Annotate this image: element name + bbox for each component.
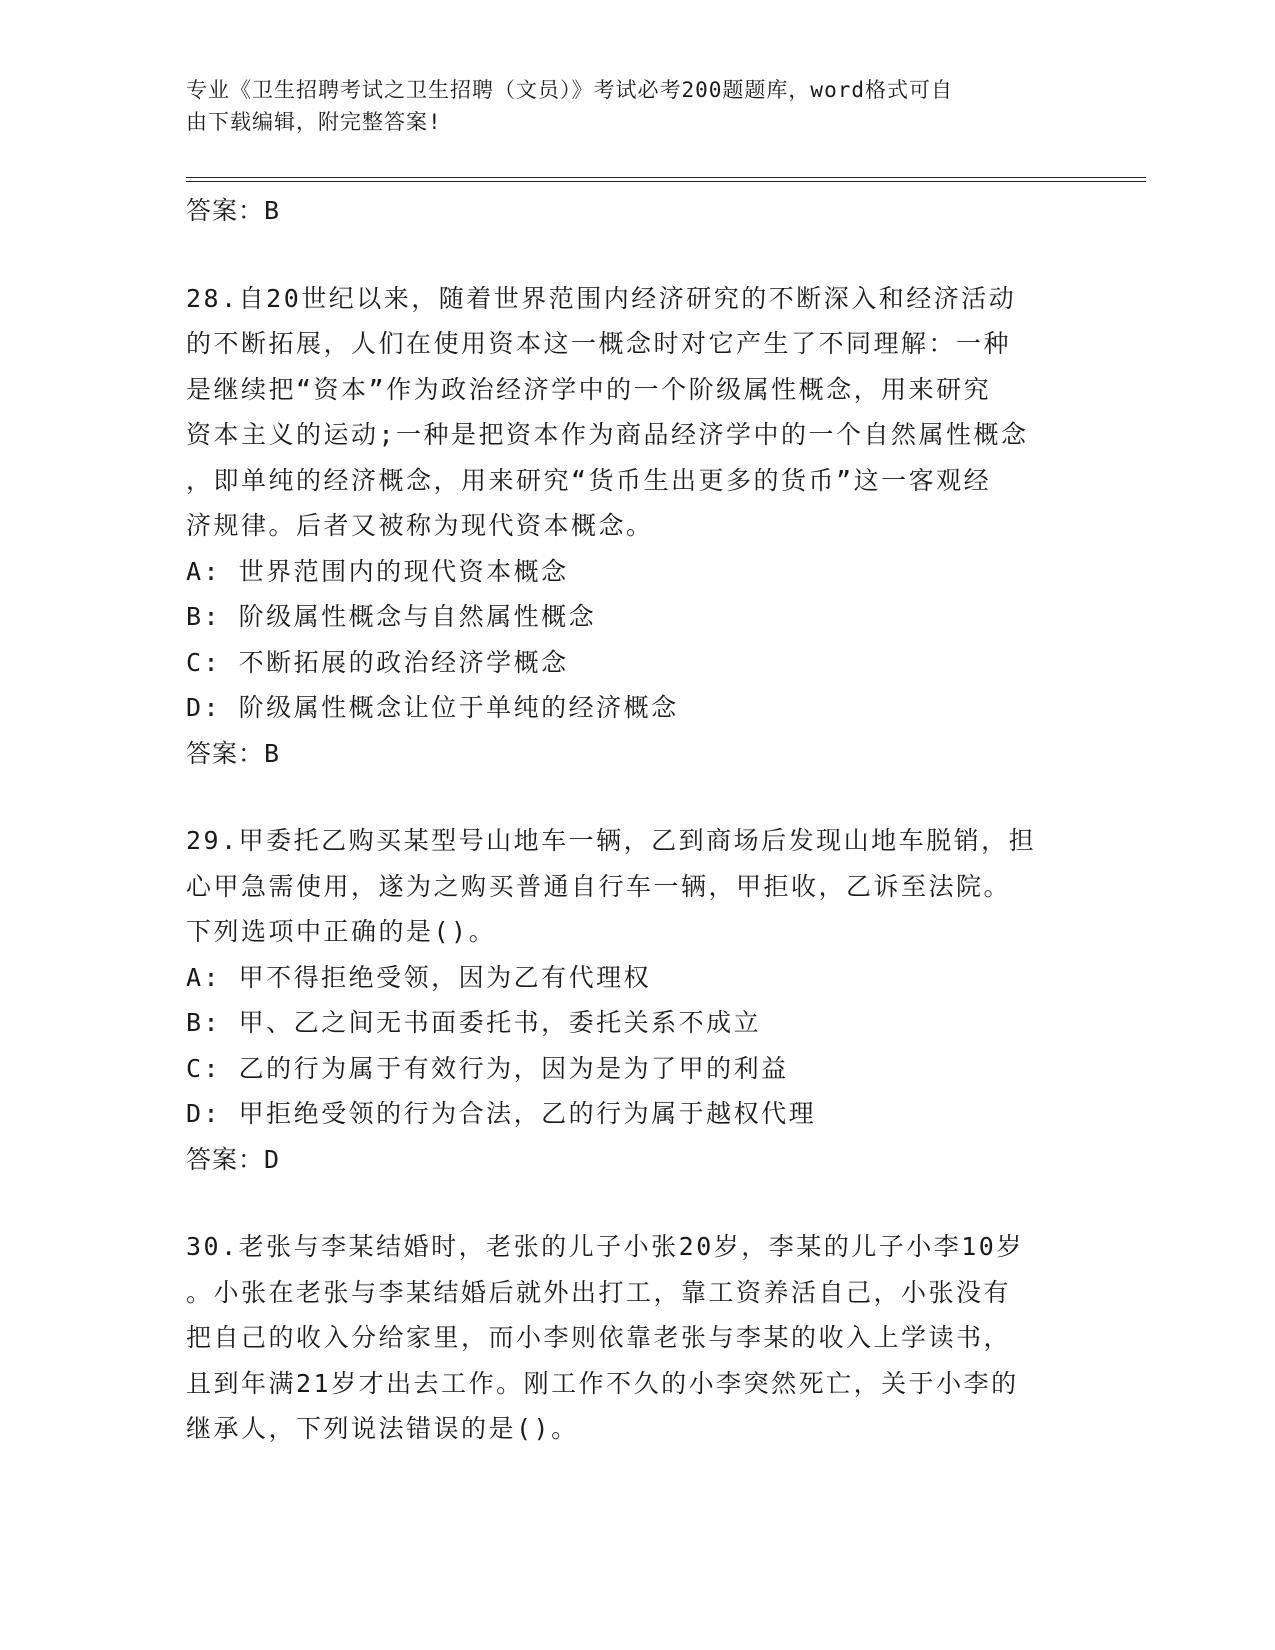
- stem-line: 把自己的收入分给家里，而小李则依靠老张与李某的收入上学读书，: [186, 1323, 1012, 1352]
- answer-line: 答案：B: [186, 738, 281, 768]
- question-stem: [186, 1224, 1086, 1452]
- page-header: [186, 74, 1066, 138]
- stem-line: 是继续把“资本”作为政治经济学中的一个阶级属性概念，用来研究: [186, 374, 992, 404]
- stem-line: 29.甲委托乙购买某型号山地车一辆，乙到商场后发现山地车脱销，担: [186, 826, 1037, 855]
- header-rule-top: [186, 177, 1146, 178]
- stem-line: 心甲急需使用，遂为之购买普通自行车一辆，甲拒收，乙诉至法院。: [186, 871, 1012, 901]
- stem-line: 的不断拓展，人们在使用资本这一概念时对它产生了不同理解：一种: [186, 329, 1012, 358]
- option-c: C: 乙的行为属于有效行为，因为是为了甲的利益: [186, 1053, 789, 1083]
- stem-line: 下列选项中正确的是()。: [186, 917, 497, 946]
- stem-line: 且到年满21岁才出去工作。刚工作不久的小李突然死亡，关于小李的: [186, 1368, 1019, 1398]
- option-a: A: 世界范围内的现代资本概念: [186, 556, 569, 586]
- question-29: [186, 818, 1086, 1182]
- header-line-1: 专业《卫生招聘考试之卫生招聘（文员）》考试必考200题题库，word格式可自: [186, 78, 953, 102]
- option-d: D: 甲拒绝受领的行为合法，乙的行为属于越权代理: [186, 1099, 817, 1128]
- stem-line: 30.老张与李某结婚时，老张的儿子小张20岁，李某的儿子小李10岁: [186, 1232, 1024, 1261]
- answer-line: 答案：B: [186, 196, 281, 225]
- question-30: [186, 1224, 1086, 1452]
- option-d: D: 阶级属性概念让位于单纯的经济概念: [186, 693, 679, 722]
- option-a: A: 甲不得拒绝受领，因为乙有代理权: [186, 962, 652, 992]
- question-stem: [186, 276, 1086, 549]
- stem-line: 济规律。后者又被称为现代资本概念。: [186, 511, 654, 540]
- option-b: B: 阶级属性概念与自然属性概念: [186, 602, 597, 631]
- document-body: [186, 188, 1086, 1452]
- header-rule-bottom: [186, 181, 1146, 182]
- option-c: C: 不断拓展的政治经济学概念: [186, 647, 569, 677]
- stem-line: 28.自20世纪以来，随着世界范围内经济研究的不断深入和经济活动: [186, 283, 1017, 313]
- answer-line: 答案：D: [186, 1144, 281, 1174]
- stem-line: ，即单纯的经济概念，用来研究“货币生出更多的货币”这一客观经: [186, 465, 992, 495]
- option-b: B: 甲、乙之间无书面委托书，委托关系不成立: [186, 1008, 762, 1037]
- stem-line: 继承人，下列说法错误的是()。: [186, 1414, 579, 1443]
- stem-line: 。小张在老张与李某结婚后就外出打工，靠工资养活自己，小张没有: [186, 1277, 1012, 1307]
- header-line-2: 由下载编辑，附完整答案!: [186, 110, 442, 134]
- question-stem: [186, 818, 1086, 955]
- question-28: [186, 276, 1086, 777]
- stem-line: 资本主义的运动;一种是把资本作为商品经济学中的一个自然属性概念: [186, 420, 1029, 449]
